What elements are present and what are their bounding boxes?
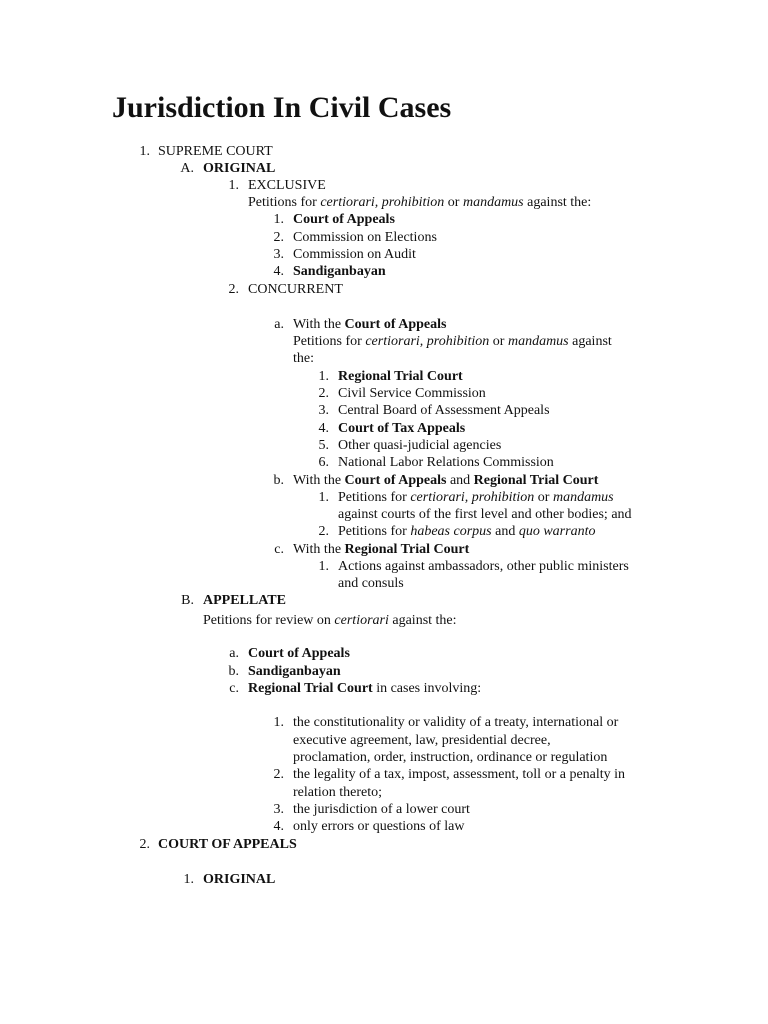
text-segment: Court of Appeals (344, 317, 447, 332)
text-segment: certiorari, prohibition (410, 490, 535, 505)
text-segment: certiorari (334, 613, 389, 628)
text-segment: Court of Appeals (344, 473, 447, 488)
document-line: National Labor Relations Commission (338, 455, 554, 470)
text-segment: against (568, 334, 612, 349)
text-segment: and (491, 524, 519, 539)
text-segment: against the: (523, 195, 592, 210)
document-line: executive agreement, law, presidential decree, (293, 733, 551, 748)
document-line: Commission on Elections (293, 230, 437, 245)
document-line: Court of Appeals (248, 646, 350, 661)
list-marker: 2. (273, 767, 284, 782)
text-segment: With the (293, 473, 345, 488)
document-line: Actions against ambassadors, other public ministers (338, 559, 629, 574)
document-line: the constitutionality or validity of a treaty, international or (293, 715, 619, 730)
document-line: COURT OF APPEALS (158, 837, 297, 852)
list-marker: 2. (228, 282, 239, 297)
list-marker: 1. (318, 369, 329, 384)
text-segment: in cases involving: (372, 681, 482, 696)
text-segment: quo warranto (518, 524, 596, 539)
list-marker: 3. (273, 802, 284, 817)
list-marker: a. (274, 317, 284, 332)
document-line: the: (293, 351, 314, 366)
list-marker: 4. (273, 819, 284, 834)
text-segment: With the (293, 317, 345, 332)
document-line (293, 541, 469, 558)
text-segment: or (534, 490, 553, 505)
text-segment: Petitions for (338, 524, 411, 539)
text-segment: mandamus (507, 334, 569, 349)
document-line (248, 680, 481, 697)
document-line: Central Board of Assessment Appeals (338, 403, 550, 418)
document-line: against courts of the first level and other bodies; and (338, 507, 632, 522)
list-marker: B. (181, 593, 194, 608)
document-line: Other quasi-judicial agencies (338, 438, 502, 453)
document-line (248, 194, 591, 211)
document-line: Court of Tax Appeals (338, 421, 466, 436)
list-marker: c. (229, 681, 239, 696)
document-line: Court of Appeals (293, 212, 395, 227)
document-line: Regional Trial Court (338, 369, 463, 384)
text-segment: and (446, 473, 474, 488)
document-line: the legality of a tax, impost, assessment, toll or a penalty in (293, 767, 626, 782)
text-segment: mandamus (552, 490, 614, 505)
document-line: Sandiganbayan (248, 664, 341, 679)
document-line: the jurisdiction of a lower court (293, 802, 470, 817)
text-segment: Regional Trial Court (344, 542, 470, 557)
list-marker: A. (180, 161, 194, 176)
list-marker: 2. (318, 386, 329, 401)
page-title: Jurisdiction In Civil Cases (112, 91, 452, 124)
document-line: only errors or questions of law (293, 819, 465, 834)
list-marker: a. (229, 646, 239, 661)
document-line (338, 489, 614, 506)
text-segment: mandamus (462, 195, 524, 210)
document-line: proclamation, order, instruction, ordinance or regulation (293, 750, 608, 765)
document-line: ORIGINAL (203, 872, 276, 887)
text-segment: habeas corpus (410, 524, 492, 539)
text-segment: or (444, 195, 463, 210)
list-marker: c. (274, 542, 284, 557)
text-segment: Petitions for (248, 195, 321, 210)
list-marker: 5. (318, 438, 329, 453)
text-segment: Regional Trial Court (248, 681, 373, 696)
list-marker: 1. (318, 490, 329, 505)
list-marker: 6. (318, 455, 329, 470)
document-line (203, 612, 457, 629)
text-segment: certiorari, prohibition (365, 334, 490, 349)
text-segment: or (489, 334, 508, 349)
text-segment: Petitions for (338, 490, 411, 505)
document-line (338, 523, 595, 540)
list-marker: 3. (318, 403, 329, 418)
list-marker: b. (228, 664, 239, 679)
list-marker: 1. (228, 178, 239, 193)
list-marker: 4. (273, 264, 284, 279)
list-marker: 1. (273, 212, 284, 227)
text-segment: Regional Trial Court (473, 473, 599, 488)
list-marker: b. (273, 473, 284, 488)
list-marker: 2. (139, 837, 150, 852)
document-line: ORIGINAL (203, 161, 276, 176)
list-marker: 1. (139, 144, 150, 159)
document-line: APPELLATE (203, 593, 286, 608)
document-line: SUPREME COURT (158, 144, 273, 159)
text-segment: Petitions for review on (203, 613, 335, 628)
document-line: relation thereto; (293, 785, 383, 800)
list-marker: 4. (318, 421, 329, 436)
text-segment: certiorari, prohibition (320, 195, 445, 210)
text-segment: against the: (388, 613, 457, 628)
document-line: Sandiganbayan (293, 264, 386, 279)
document-line: Commission on Audit (293, 247, 416, 262)
list-marker: 2. (318, 524, 329, 539)
list-marker: 3. (273, 247, 284, 262)
document-line (293, 472, 598, 489)
list-marker: 1. (273, 715, 284, 730)
document-line: and consuls (338, 576, 404, 591)
document-line (293, 316, 446, 333)
document-line: CONCURRENT (248, 282, 343, 297)
document-line: Civil Service Commission (338, 386, 486, 401)
list-marker: 2. (273, 230, 284, 245)
text-segment: With the (293, 542, 345, 557)
document-line (293, 333, 612, 350)
text-segment: Petitions for (293, 334, 366, 349)
document-line: EXCLUSIVE (248, 178, 326, 193)
list-marker: 1. (183, 872, 194, 887)
list-marker: 1. (318, 559, 329, 574)
